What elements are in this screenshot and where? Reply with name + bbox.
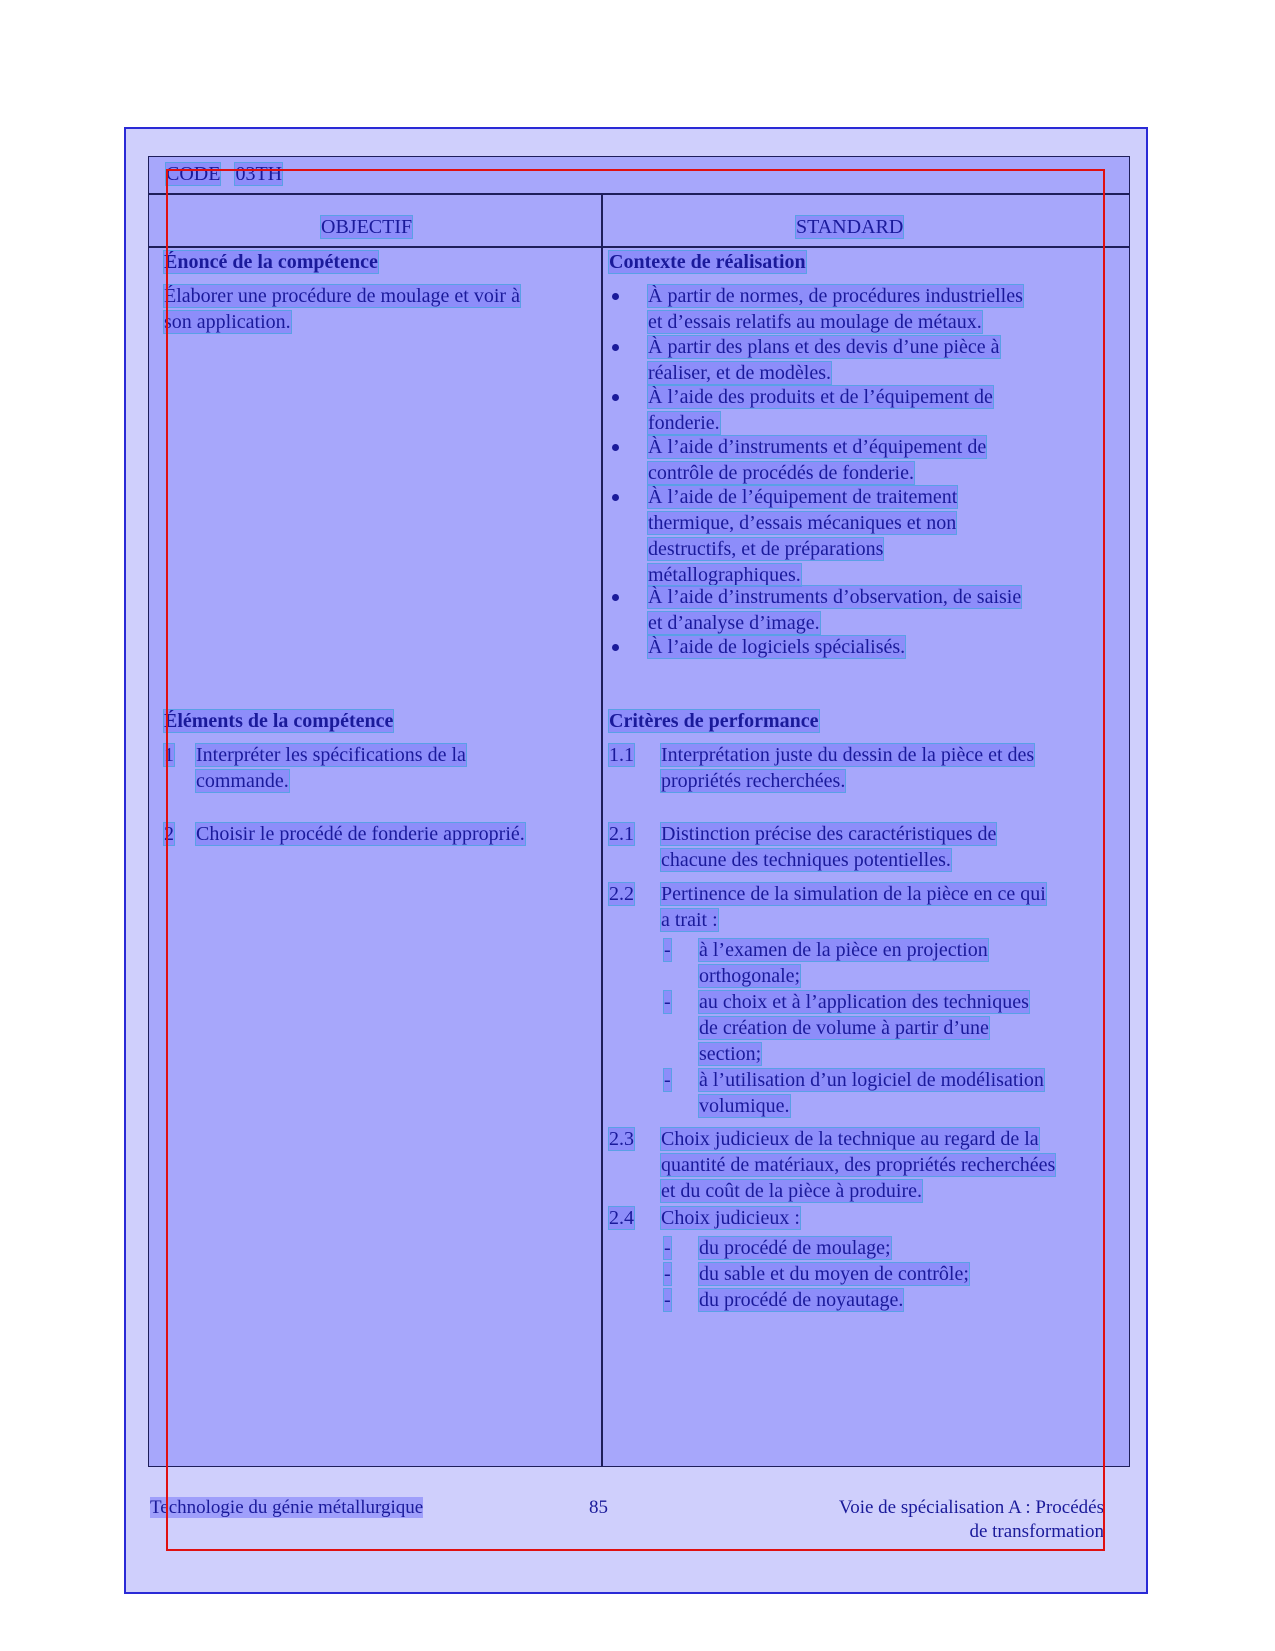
contexte-item-line: métallographiques. (648, 564, 801, 586)
contexte-item-line: destructifs, et de préparations (648, 538, 884, 560)
contexte-item-line: À l’aide de l’équipement de traitement (648, 486, 958, 508)
contexte-heading: Contexte de réalisation (609, 251, 806, 273)
contexte-item-line: réaliser, et de modèles. (648, 362, 832, 384)
contexte-item-line: contrôle de procédés de fonderie. (648, 462, 914, 484)
critere-sub-line: du procédé de moulage; (699, 1237, 891, 1259)
contexte-item-line: À partir des plans et des devis d’une pièce à (648, 336, 1000, 358)
bullet-icon (612, 344, 619, 351)
critere-sub-line: à l’examen de la pièce en projection (699, 939, 988, 961)
contexte-item-line: À l’aide d’instruments d’observation, de saisie (648, 586, 1022, 608)
enonce-line-1: Élaborer une procédure de moulage et voir à (164, 285, 520, 307)
critere-sub-line: du sable et du moyen de contrôle; (699, 1263, 969, 1285)
critere-line: propriétés recherchées. (661, 770, 846, 792)
dash-bullet: - (664, 1237, 671, 1259)
element-number: 1 (164, 744, 174, 766)
dash-bullet: - (664, 1289, 671, 1311)
critere-sub-line: de création de volume à partir d’une (699, 1017, 989, 1039)
contexte-item-line: et d’essais relatifs au moulage de métaux. (648, 311, 982, 333)
critere-line: Pertinence de la simulation de la pièce en ce qui (661, 883, 1046, 905)
contexte-item-line: À partir de normes, de procédures industrielles (648, 285, 1023, 307)
contexte-item-line: À l’aide de logiciels spécialisés. (648, 636, 906, 658)
element-line: Interpréter les spécifications de la (196, 744, 466, 766)
critere-sub-line: du procédé de noyautage. (699, 1289, 904, 1311)
standard-header: STANDARD (796, 216, 904, 238)
critere-number: 2.2 (609, 883, 634, 905)
footer-right-line-1: Voie de spécialisation A : Procédés (838, 1497, 1104, 1518)
footer-right-line-2: de transformation (969, 1521, 1104, 1542)
critere-sub-line: section; (699, 1043, 762, 1065)
contexte-item-line: À l’aide d’instruments et d’équipement de (648, 436, 987, 458)
critere-sub-line: orthogonale; (699, 965, 801, 987)
code-row (166, 161, 282, 187)
header-row-divider (149, 246, 1129, 248)
critere-line: Choix judicieux de la technique au regard de la (661, 1128, 1039, 1150)
objectif-header: OBJECTIF (321, 216, 413, 238)
contexte-item-line: fonderie. (648, 412, 720, 434)
critere-sub-line: volumique. (699, 1095, 790, 1117)
critere-line: a trait : (661, 909, 718, 931)
enonce-heading: Énoncé de la compétence (164, 251, 378, 273)
critere-line: Interprétation juste du dessin de la pièce et des (661, 744, 1035, 766)
contexte-item-line: et d’analyse d’image. (648, 612, 820, 634)
code-value: 03TH (235, 163, 283, 185)
critere-line: quantité de matériaux, des propriétés recherchées (661, 1154, 1056, 1176)
column-divider (601, 194, 603, 1466)
critere-sub-line: à l’utilisation d’un logiciel de modélisation (699, 1069, 1044, 1091)
contexte-item-line: thermique, d’essais mécaniques et non (648, 512, 957, 534)
element-line: commande. (196, 770, 289, 792)
code-label: CODE (166, 163, 221, 185)
element-line: Choisir le procédé de fonderie approprié. (196, 823, 525, 845)
dash-bullet: - (664, 939, 671, 961)
critere-line: Distinction précise des caractéristiques de (661, 823, 997, 845)
contexte-item-line: À l’aide des produits et de l’équipement de (648, 386, 993, 408)
footer-page-number: 85 (589, 1497, 608, 1518)
code-row-divider (149, 193, 1129, 195)
bullet-icon (612, 494, 619, 501)
critere-number: 1.1 (609, 744, 634, 766)
critere-number: 2.1 (609, 823, 634, 845)
bullet-icon (612, 594, 619, 601)
critere-number: 2.4 (609, 1207, 634, 1229)
dash-bullet: - (664, 1069, 671, 1091)
critere-line: chacune des techniques potentielles. (661, 849, 951, 871)
bullet-icon (612, 644, 619, 651)
critere-line: Choix judicieux : (661, 1207, 800, 1229)
enonce-line-2: son application. (164, 311, 291, 333)
element-number: 2 (164, 823, 174, 845)
dash-bullet: - (664, 1263, 671, 1285)
bullet-icon (612, 394, 619, 401)
elements-heading: Éléments de la compétence (164, 710, 394, 732)
dash-bullet: - (664, 991, 671, 1013)
bullet-icon (612, 293, 619, 300)
criteres-heading: Critères de performance (609, 710, 819, 732)
critere-number: 2.3 (609, 1128, 634, 1150)
critere-line: et du coût de la pièce à produire. (661, 1180, 922, 1202)
bullet-icon (612, 444, 619, 451)
critere-sub-line: au choix et à l’application des techniques (699, 991, 1029, 1013)
footer-left: Technologie du génie métallurgique (150, 1497, 424, 1518)
